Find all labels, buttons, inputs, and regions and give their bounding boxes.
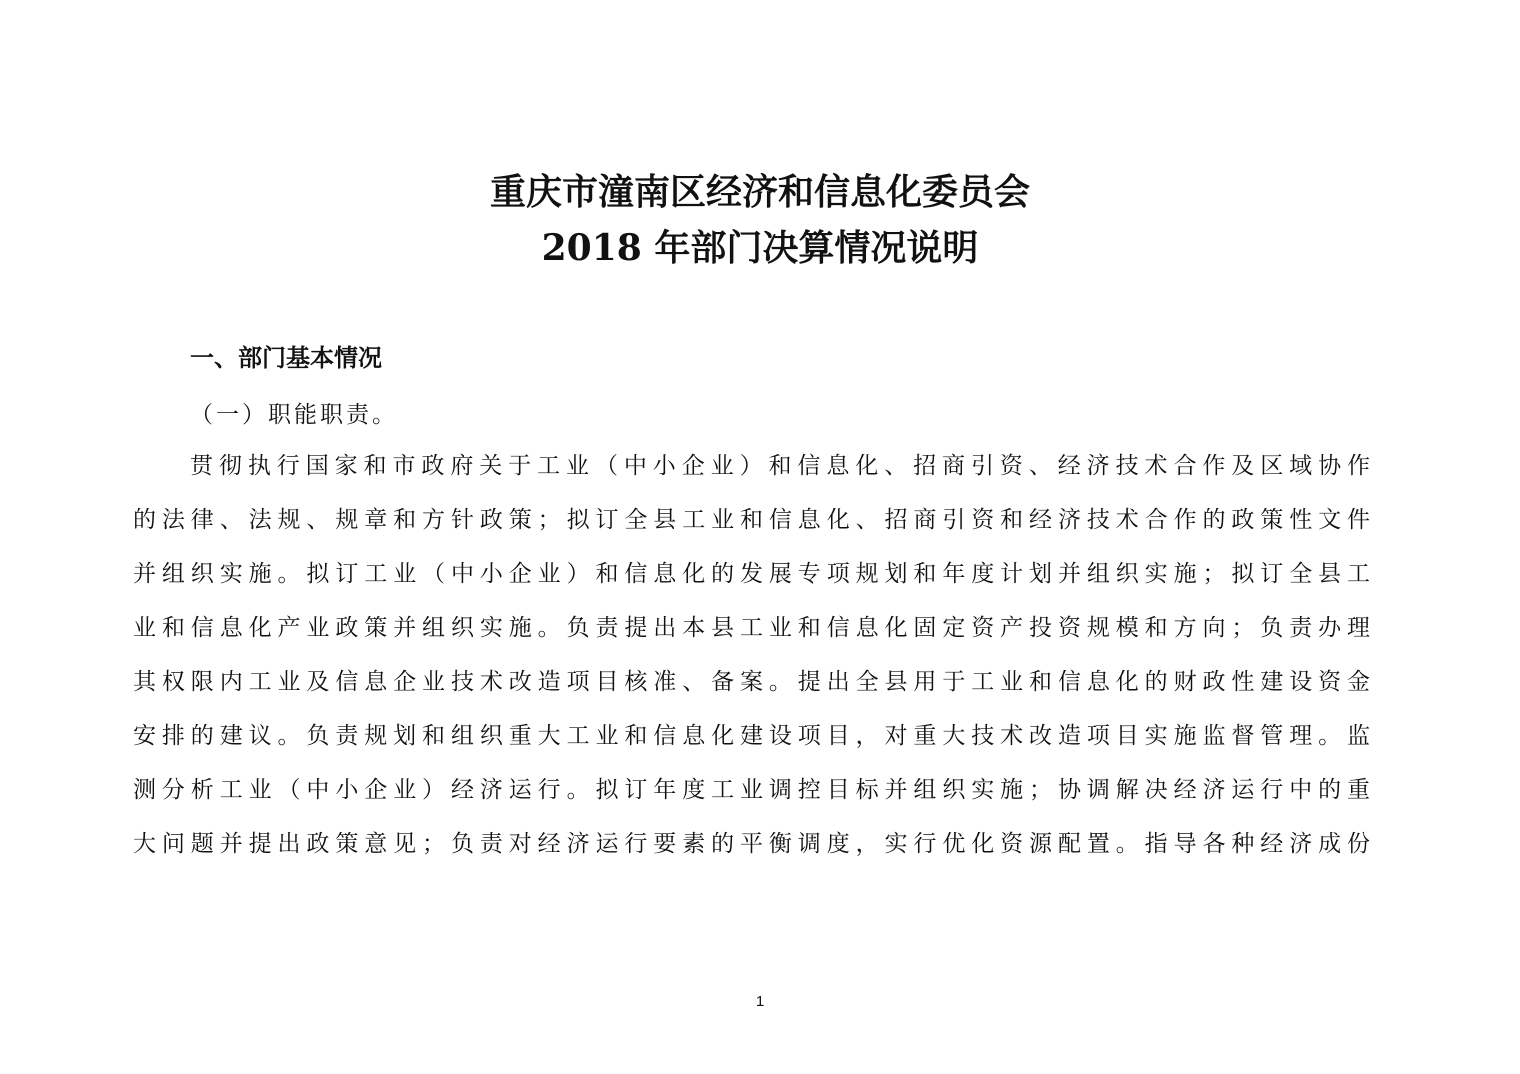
- body-paragraph-line: 业和信息化产业政策并组织实施。负责提出本县工业和信息化固定资产投资规模和方向；负责办理: [133, 615, 1370, 641]
- section-heading: 一、部门基本情况: [190, 344, 382, 372]
- page-number: 1: [755, 993, 765, 1010]
- body-paragraph-line: 贯彻执行国家和市政府关于工业（中小企业）和信息化、招商引资、经济技术合作及区域协作: [190, 453, 1370, 479]
- document-title-line-1: 重庆市潼南区经济和信息化委员会: [489, 171, 1030, 213]
- body-paragraph-line: 其权限内工业及信息企业技术改造项目核准、备案。提出全县用于工业和信息化的财政性建设资金: [133, 669, 1370, 695]
- document-title-line-2: 2018 年部门决算情况说明: [541, 227, 979, 269]
- body-paragraph-line: 的法律、法规、规章和方针政策；拟订全县工业和信息化、招商引资和经济技术合作的政策性文件: [133, 507, 1370, 533]
- body-paragraph-line: 并组织实施。拟订工业（中小企业）和信息化的发展专项规划和年度计划并组织实施；拟订全县工: [133, 561, 1370, 587]
- body-paragraph-line: 大问题并提出政策意见；负责对经济运行要素的平衡调度，实行优化资源配置。指导各种经济成份: [133, 831, 1370, 857]
- body-paragraph-line: 安排的建议。负责规划和组织重大工业和信息化建设项目，对重大技术改造项目实施监督管理。监: [133, 723, 1370, 749]
- body-paragraph-line: 测分析工业（中小企业）经济运行。拟订年度工业调控目标并组织实施；协调解决经济运行中的重: [133, 777, 1370, 803]
- subsection-heading: （一）职能职责。: [190, 402, 398, 428]
